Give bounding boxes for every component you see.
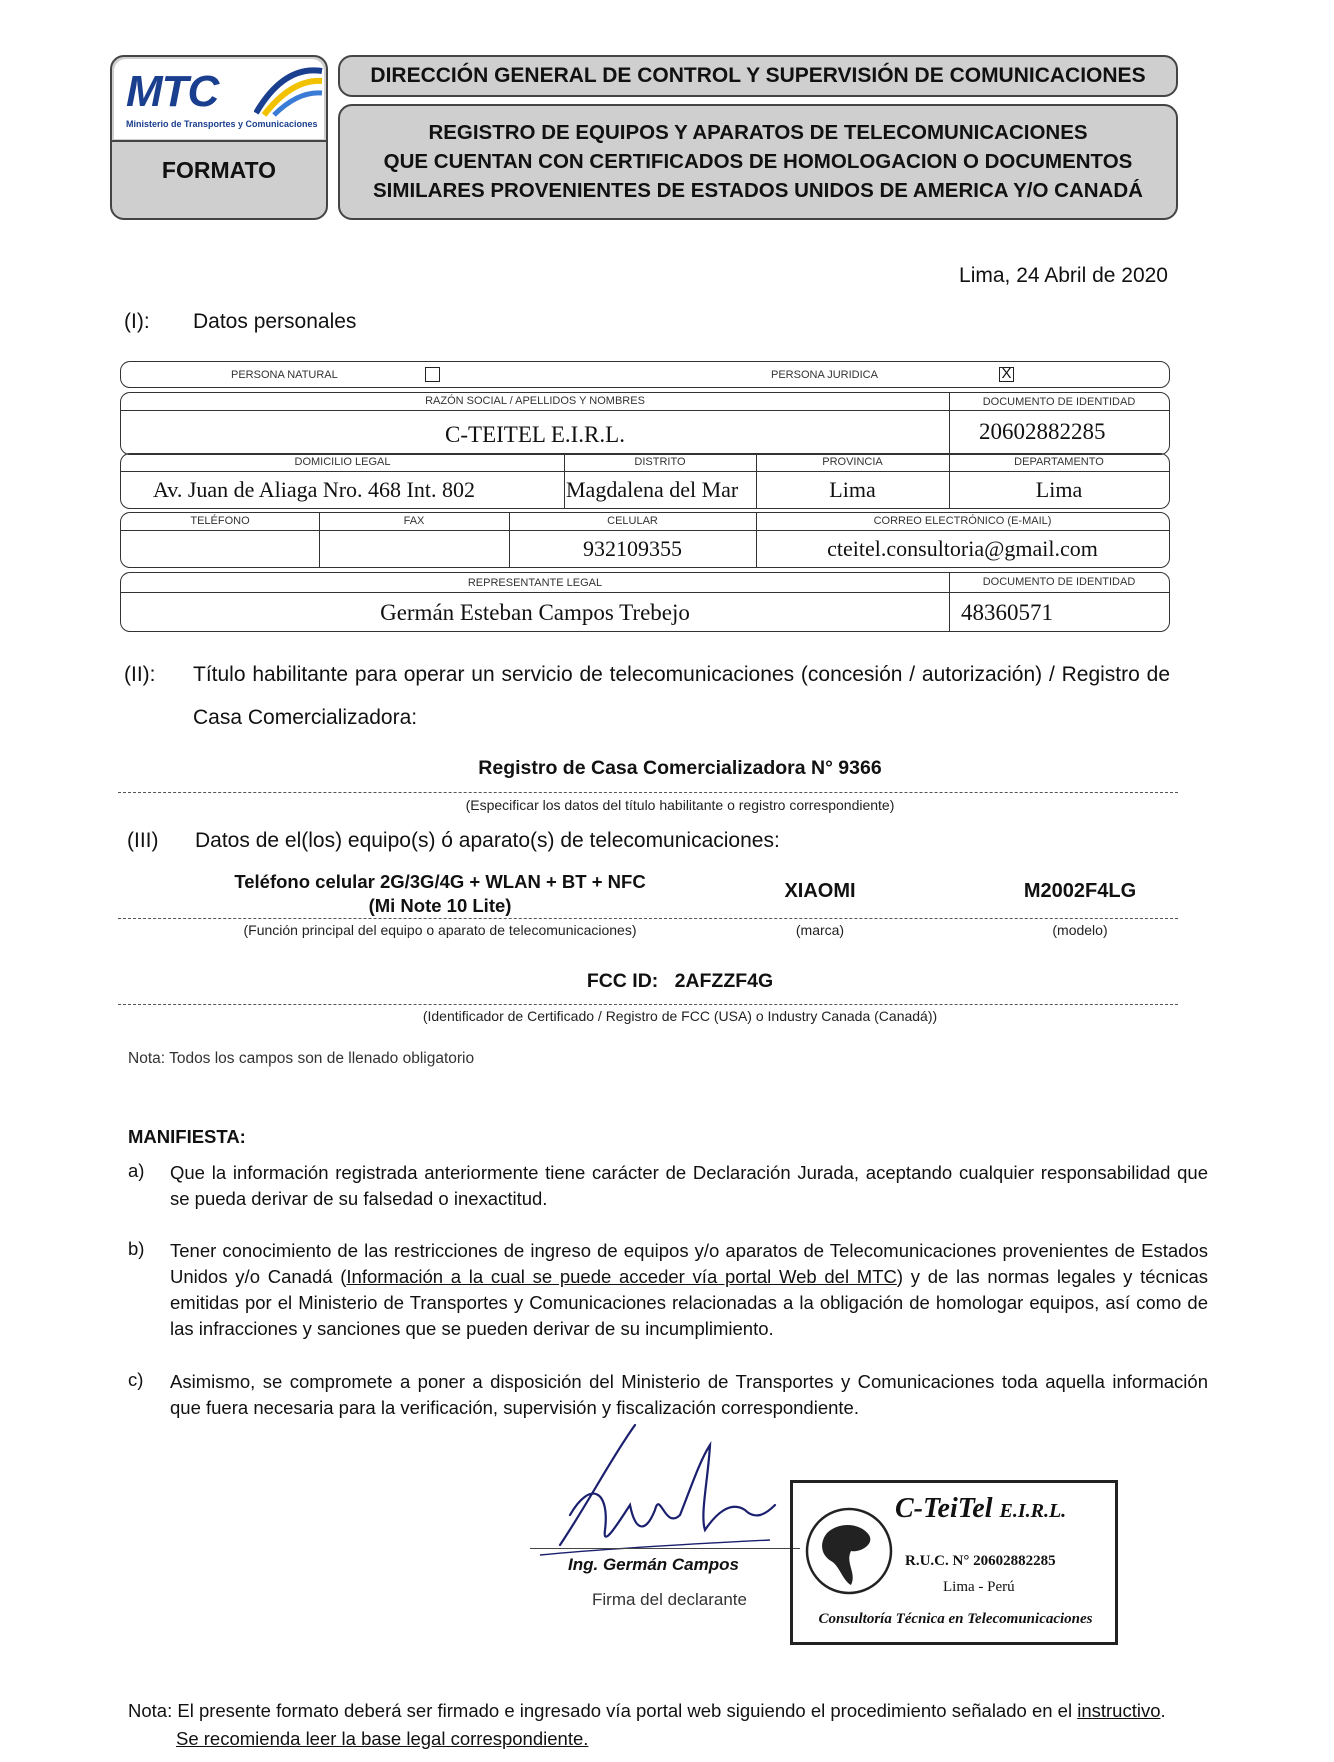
- globe-icon: [799, 1503, 899, 1598]
- nota-campos: Nota: Todos los campos son de llenado obligatorio: [128, 1050, 475, 1067]
- section-3-title: Datos de el(los) equipo(s) ó aparato(s) de telecomunicaciones:: [195, 829, 780, 852]
- celular-value: 932109355: [583, 536, 682, 561]
- representante-row: [120, 572, 1170, 632]
- registro-line-2: QUE CUENTAN CON CERTIFICADOS DE HOMOLOGACION O DOCUMENTOS: [383, 150, 1133, 173]
- funcion-line-2: (Mi Note 10 Lite): [368, 895, 512, 916]
- doc-rep-label: DOCUMENTO DE IDENTIDAD: [982, 576, 1136, 588]
- footer-text-1: Nota: El presente formato deberá ser firmado e ingresado vía portal web siguiendo el procedimiento señalado en el: [128, 1700, 1078, 1721]
- registro-title: [340, 118, 1176, 205]
- item-c-text: Asimismo, se compromete a poner a disposición del Ministerio de Transportes y Comunicaciones toda aquella información que fuera necesaria para la verificación, supervisión y fiscalización correspondiente.: [170, 1371, 1208, 1418]
- section-3-number: (III): [127, 829, 159, 852]
- manifiesta-title: MANIFIESTA:: [128, 1126, 246, 1147]
- row-divider: [121, 410, 1169, 411]
- row-divider: [121, 471, 1169, 472]
- fcc-caption: (Identificador de Certificado / Registro de FCC (USA) o Industry Canada (Canadá)): [422, 1008, 938, 1024]
- stamp-company-suffix: E.I.R.L.: [999, 1500, 1067, 1522]
- row-divider: [121, 530, 1169, 531]
- contacto-row: [120, 512, 1170, 568]
- item-b-letter: b): [128, 1238, 145, 1259]
- representante-label: REPRESENTANTE LEGAL: [467, 577, 603, 589]
- mtc-logo-subtitle: Ministerio de Transportes y Comunicaciones: [126, 119, 318, 129]
- stamp-company: C-TeiTel: [895, 1493, 993, 1524]
- correo-label: CORREO ELECTRÓNICO (E-MAIL): [873, 515, 1052, 527]
- instructivo-link[interactable]: instructivo: [1077, 1700, 1161, 1721]
- dashed-line: [118, 918, 1178, 919]
- modelo-value: M2002F4LG: [1023, 880, 1137, 902]
- domicilio-row: [120, 453, 1170, 509]
- fcc-id: [118, 970, 1242, 993]
- persona-row: [120, 361, 1170, 388]
- distrito-value: Magdalena del Mar: [566, 477, 739, 502]
- logo-swoosh-icon: [254, 65, 324, 117]
- domicilio-label: DOMICILIO LEGAL: [294, 456, 391, 468]
- item-b-text-2: ) y de las normas legales y técnicas emitidas por el Ministerio de Transportes y Comunicaciones relacionadas a la obligación de homologar equipos, así como de las infracciones y sanciones que se pueden derivar de su incumplimiento.: [170, 1266, 1209, 1339]
- persona-natural-checkbox[interactable]: [425, 367, 440, 382]
- razon-social-value: C-TEITEL E.I.R.L.: [445, 422, 625, 447]
- domicilio-value: Av. Juan de Aliaga Nro. 468 Int. 802: [153, 477, 475, 502]
- titulo-habilitante-value: Registro de Casa Comercializadora N° 9366: [478, 757, 882, 779]
- persona-juridica-checkbox[interactable]: X: [999, 367, 1014, 382]
- signer-name: Ing. Germán Campos: [568, 1555, 739, 1574]
- documento-label: DOCUMENTO DE IDENTIDAD: [982, 396, 1136, 408]
- registro-line-3: SIMILARES PROVENIENTES DE ESTADOS UNIDOS DE AMERICA Y/O CANADÁ: [373, 179, 1143, 202]
- persona-juridica-label: PERSONA JURIDICA: [771, 369, 878, 381]
- mtc-portal-link[interactable]: Información a la cual se puede acceder vía portal Web del MTC: [346, 1266, 897, 1287]
- dashed-line: [118, 792, 1178, 793]
- section-1-number: (I):: [124, 310, 150, 333]
- direccion-title: DIRECCIÓN GENERAL DE CONTROL Y SUPERVISIÓN DE COMUNICACIONES: [370, 64, 1146, 87]
- titulo-habilitante-caption: (Especificar los datos del título habilitante o registro correspondiente): [465, 797, 895, 813]
- base-legal-link[interactable]: Se recomienda leer la base legal correspondiente.: [176, 1728, 589, 1749]
- document-date: Lima, 24 Abril de 2020: [959, 264, 1168, 287]
- stamp-company-name: [895, 1493, 1066, 1525]
- departamento-label: DEPARTAMENTO: [1014, 456, 1104, 468]
- signature-caption: Firma del declarante: [592, 1590, 747, 1609]
- persona-natural-label: PERSONA NATURAL: [231, 369, 338, 381]
- telefono-label: TELÉFONO: [190, 515, 250, 527]
- departamento-value: Lima: [1035, 477, 1083, 502]
- provincia-label: PROVINCIA: [822, 456, 883, 468]
- item-c-letter: c): [128, 1369, 144, 1390]
- doc-rep-value: 48360571: [961, 600, 1053, 625]
- logo-divider: [112, 140, 326, 142]
- razon-social-row: [120, 392, 1170, 455]
- celular-label: CELULAR: [607, 515, 658, 527]
- registro-box: [338, 104, 1178, 220]
- representante-value: Germán Esteban Campos Trebejo: [380, 600, 690, 625]
- funcion-line-1: Teléfono celular 2G/3G/4G + WLAN + BT + NFC: [234, 871, 646, 892]
- fax-label: FAX: [403, 515, 425, 527]
- stamp-tagline: Consultoría Técnica en Telecomunicaciones: [818, 1611, 1093, 1627]
- row-divider: [121, 592, 1169, 593]
- stamp-ruc: R.U.C. N° 20602882285: [905, 1553, 1056, 1569]
- footer-note: [128, 1700, 1218, 1722]
- marca-caption: (marca): [795, 922, 845, 938]
- section-1-title: Datos personales: [193, 310, 357, 333]
- provincia-value: Lima: [829, 477, 876, 502]
- logo-area: [114, 59, 324, 139]
- footer-text-2: .: [1160, 1700, 1166, 1721]
- correo-value: cteitel.consultoria@gmail.com: [827, 536, 1098, 561]
- handwritten-signature: [530, 1420, 780, 1565]
- mtc-logo: MTC: [126, 67, 219, 116]
- razon-social-label: RAZÓN SOCIAL / APELLIDOS Y NOMBRES: [425, 395, 645, 407]
- signature-line: [530, 1548, 800, 1549]
- company-stamp: [790, 1480, 1118, 1645]
- direccion-box: [338, 55, 1178, 97]
- section-2-number: (II):: [124, 663, 156, 686]
- section-2-title-line-1: Título habilitante para operar un servicio de telecomunicaciones (concesión / autorización) / Registro de: [193, 663, 1170, 686]
- distrito-label: DISTRITO: [634, 456, 686, 468]
- item-a-text: Que la información registrada anteriormente tiene carácter de Declaración Jurada, aceptando cualquier responsabilidad que se pueda derivar de su falsedad o inexactitud.: [170, 1162, 1208, 1209]
- item-b-text-1: Tener conocimiento de las restricciones de ingreso de equipos y/o aparatos de Telecomunicaciones provenientes de Estados Unidos y/o Canadá (: [170, 1240, 1208, 1287]
- formato-label: FORMATO: [161, 157, 277, 183]
- stamp-city: Lima - Perú: [943, 1579, 1015, 1595]
- item-a-letter: a): [128, 1160, 145, 1181]
- fcc-label: FCC ID:: [586, 970, 659, 992]
- funcion-caption: (Función principal del equipo o aparato de telecomunicaciones): [243, 922, 637, 938]
- item-b-text: [170, 1238, 1208, 1342]
- documento-value: 20602882285: [979, 419, 1106, 444]
- fcc-value: 2AFZZF4G: [674, 970, 774, 992]
- modelo-caption: (modelo): [1052, 922, 1108, 938]
- mtc-logo-box: [110, 55, 328, 220]
- dashed-line: [118, 1004, 1178, 1005]
- section-2-title-line-2: Casa Comercializadora:: [193, 706, 418, 729]
- marca-value: XIAOMI: [784, 880, 856, 902]
- funcion-principal-value: [180, 870, 700, 918]
- registro-line-1: REGISTRO DE EQUIPOS Y APARATOS DE TELECOMUNICACIONES: [428, 121, 1088, 144]
